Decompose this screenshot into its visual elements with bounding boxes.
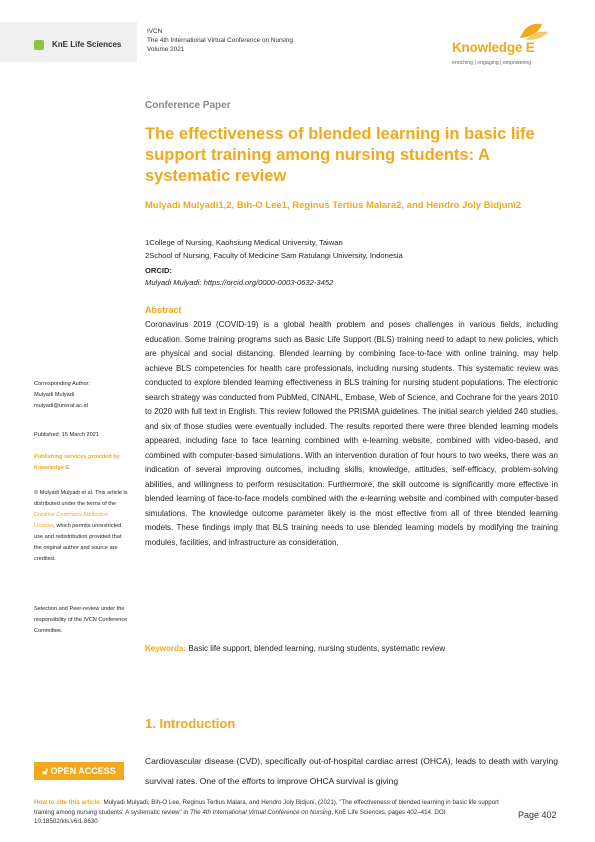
- license-link[interactable]: Creative Commons Attribution License: [34, 512, 109, 529]
- open-access-label: OPEN ACCESS: [50, 766, 116, 776]
- license-text-b: , which permits unrestricted use and redistribution provided that the original author and source are credited.: [34, 523, 122, 562]
- corr-name: Mulyadi Mulyadi: [34, 392, 75, 398]
- intro-heading: 1. Introduction: [145, 716, 236, 731]
- keywords-text: Basic life support, blended learning, nursing students, systematic review: [188, 644, 446, 653]
- published-date: Published: 15 March 2021: [34, 432, 99, 438]
- citation-footer: [34, 798, 504, 827]
- affiliation-1: 1College of Nursing, Kaohsiung Medical University, Taiwan: [145, 238, 343, 247]
- corr-label: Corresponding Author:: [34, 381, 90, 387]
- knowledge-e-leaf-icon: [512, 20, 552, 42]
- page-number: Page 402: [518, 810, 557, 820]
- orcid-link[interactable]: Mulyadi Mulyadi: https://orcid.org/0000-0003-0632-3452: [145, 278, 334, 287]
- paper-type: Conference Paper: [145, 100, 231, 111]
- affiliation-2: 2School of Nursing, Faculty of Medicine Sam Ratulangi University, Indonesia: [145, 251, 403, 260]
- corr-email[interactable]: mulyadi@unsrat.ac.id: [34, 403, 88, 409]
- citation-heading: How to cite this article:: [34, 799, 102, 806]
- citation-text-a: Mulyadi Mulyadi, Bih-O Lee, Reginus Tertius Malara, and Hendro Joly Bidjuni, (2021), "The effectiveness of blended learning in basic life support training among nursing students: A systematic review" in: [34, 799, 499, 816]
- peer-review-note: Selection and Peer-review under the responsibility of the IVCN Conference Committee.: [34, 606, 128, 634]
- author-list: Mulyadi Mulyadi1,2, Bih-O Lee1, Reginus Tertius Malara2, and Hendro Joly Bidjuni2: [145, 200, 522, 211]
- citation-conference: The 4th International Virtual Conference on Nursing: [189, 808, 332, 816]
- volume-label: Volume 2021: [147, 46, 185, 53]
- publisher-logo: Knowledge E: [452, 40, 535, 55]
- journal-abbrev: IVCN: [147, 28, 163, 35]
- corresponding-author: [34, 379, 130, 412]
- paper-title: The effectiveness of blended learning in basic life support training among nursing students: A systematic review: [145, 125, 535, 185]
- license-text-a: © Mulyadi Mulyadi et al. This article is distributed under the terms of the: [34, 490, 128, 507]
- journal-brand: KnE Life Sciences: [52, 40, 122, 49]
- keywords-label: Keywords:: [145, 644, 187, 653]
- license-notice: [34, 488, 130, 565]
- publishing-services: Publishing services provided by Knowledge E: [34, 454, 120, 471]
- open-access-badge: [34, 762, 124, 780]
- orcid-heading: ORCID:: [145, 266, 172, 275]
- abstract-heading: Abstract: [145, 305, 182, 315]
- keywords: [145, 644, 565, 653]
- open-lock-icon: 🔓︎: [42, 766, 49, 776]
- abstract-text: Coronavirus 2019 (COVID-19) is a global health problem and poses challenges in various fields, including education. Some training programs such as Basic Life Support (BLS) training need to adapt to new policies, which are physical and social distancing. Blended learning by combining face-to-face with online training, may help achieve BLS competencies for health care professionals, including nursing students. This systematic review was conducted to explore blended learning effectiveness in BLS training for nursing student populations. The electronic search strategy was conducted from PubMed, CINAHL, Embase, Web of Science, and Cochrane for the years 2010 to 2020 with full text in English. This review followed the PRISMA guidelines. The initial search yielded 240 studies, and six of those studies were eventually included. The results reported there were three blended learning models appeared, including face to face learning combined with e-learning website, combined with video-based, and combined with computer-based simulations. With an intervention duration of four hours to two weeks, there was an indication of several improving outcomes, including skills, knowledge, attitudes, self-efficacy, problem-solving abilities, and willingness to perform resuscitation. Furthermore, the skill outcome is significantly more effective in blended learning of face-to-face models combined with the e-learning website and combined with computer-based simulations. The knowledge outcome parameter likely is the most effective from all of three blended learning models. These findings imply that BLS training needs to use blended learning models by modifying the training modules, facilities, and infrastructure as consideration.: [145, 320, 558, 547]
- conference-name: The 4th International Virtual Conference on Nursing: [147, 37, 293, 44]
- citation-text-b: , KnE Life Sciences, pages 402–414. DOI 10.18502/kls.v6i1.8630: [34, 808, 446, 825]
- intro-paragraph: Cardiovascular disease (CVD), specifically out-of-hospital cardiac arrest (OHCA), leads to death with varying survival rates. One of the efforts to improve OHCA survival is giving: [145, 756, 558, 786]
- publisher-tagline: enriching | engaging | empowering: [452, 60, 532, 66]
- kne-leaf-icon: [34, 40, 44, 50]
